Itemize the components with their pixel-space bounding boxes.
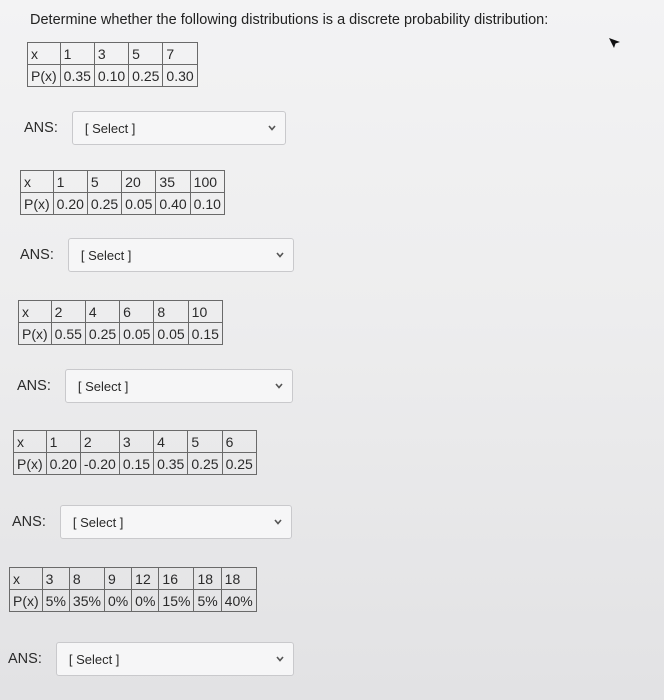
x-value: 3 (94, 43, 128, 65)
chevron-down-icon (274, 381, 284, 391)
answer-select-5[interactable] (56, 642, 294, 676)
select-value: [ Select ] (84, 120, 136, 136)
px-row (19, 323, 223, 345)
px-value: 0.05 (154, 323, 188, 345)
px-value: 0.40 (156, 193, 190, 215)
distribution-table-2 (20, 170, 225, 215)
x-value: 6 (120, 301, 154, 323)
x-row (21, 171, 225, 193)
x-header: x (14, 431, 47, 453)
px-header: P(x) (14, 453, 47, 475)
x-value: 16 (159, 568, 194, 590)
distribution-table-4 (13, 430, 257, 475)
x-row (28, 43, 198, 65)
x-value: 5 (188, 431, 222, 453)
distribution-table-5 (9, 567, 257, 612)
answer-select-2[interactable] (68, 238, 294, 272)
answer-row-3 (17, 369, 293, 403)
px-value: 0.20 (53, 193, 87, 215)
select-value: [ Select ] (68, 651, 120, 667)
question-title: Determine whether the following distributions is a discrete probability distribution: (30, 12, 549, 28)
answer-row-2 (20, 238, 294, 272)
x-value: 1 (53, 171, 87, 193)
px-value: -0.20 (80, 453, 119, 475)
px-value: 0.25 (188, 453, 222, 475)
px-value: 5% (42, 590, 69, 612)
x-value: 5 (87, 171, 121, 193)
ans-label: ANS: (20, 247, 54, 263)
select-value: [ Select ] (72, 514, 124, 530)
ans-label: ANS: (8, 651, 42, 667)
x-value: 8 (154, 301, 188, 323)
select-value: [ Select ] (80, 247, 132, 263)
ans-label: ANS: (12, 514, 46, 530)
px-value: 0.35 (154, 453, 188, 475)
px-header: P(x) (19, 323, 52, 345)
x-value: 6 (222, 431, 256, 453)
x-row (10, 568, 257, 590)
x-value: 2 (80, 431, 119, 453)
x-value: 1 (46, 431, 80, 453)
px-value: 0.25 (129, 65, 163, 87)
select-value: [ Select ] (77, 378, 129, 394)
px-value: 0.55 (51, 323, 85, 345)
x-header: x (19, 301, 52, 323)
x-value: 3 (42, 568, 69, 590)
px-value: 35% (69, 590, 104, 612)
px-header: P(x) (10, 590, 43, 612)
answer-select-1[interactable] (72, 111, 286, 145)
px-row (10, 590, 257, 612)
answer-row-5 (8, 642, 294, 676)
answer-select-3[interactable] (65, 369, 293, 403)
x-value: 12 (132, 568, 159, 590)
px-row (14, 453, 257, 475)
answer-row-4 (12, 505, 292, 539)
distribution-table-1 (27, 42, 198, 87)
x-value: 1 (60, 43, 94, 65)
x-value: 100 (190, 171, 224, 193)
chevron-down-icon (275, 250, 285, 260)
mouse-pointer-icon (608, 37, 622, 51)
x-row (19, 301, 223, 323)
px-header: P(x) (28, 65, 61, 87)
x-value: 7 (163, 43, 197, 65)
answer-select-4[interactable] (60, 505, 292, 539)
x-value: 4 (85, 301, 119, 323)
px-value: 5% (194, 590, 221, 612)
x-value: 18 (194, 568, 221, 590)
px-value: 0.15 (188, 323, 222, 345)
px-row (21, 193, 225, 215)
px-value: 15% (159, 590, 194, 612)
x-value: 3 (119, 431, 153, 453)
px-value: 0.35 (60, 65, 94, 87)
x-value: 8 (69, 568, 104, 590)
px-value: 0.05 (122, 193, 156, 215)
px-value: 0.25 (87, 193, 121, 215)
px-value: 0.25 (85, 323, 119, 345)
x-value: 5 (129, 43, 163, 65)
px-value: 0.20 (46, 453, 80, 475)
px-value: 0% (132, 590, 159, 612)
x-row (14, 431, 257, 453)
x-value: 20 (122, 171, 156, 193)
px-value: 0.25 (222, 453, 256, 475)
answer-row-1 (24, 111, 286, 145)
ans-label: ANS: (24, 120, 58, 136)
chevron-down-icon (275, 654, 285, 664)
ans-label: ANS: (17, 378, 51, 394)
px-header: P(x) (21, 193, 54, 215)
px-row (28, 65, 198, 87)
px-value: 0.10 (190, 193, 224, 215)
px-value: 40% (221, 590, 256, 612)
x-header: x (28, 43, 61, 65)
px-value: 0.05 (120, 323, 154, 345)
px-value: 0% (104, 590, 131, 612)
chevron-down-icon (273, 517, 283, 527)
x-value: 18 (221, 568, 256, 590)
x-value: 9 (104, 568, 131, 590)
px-value: 0.30 (163, 65, 197, 87)
px-value: 0.15 (119, 453, 153, 475)
x-value: 2 (51, 301, 85, 323)
distribution-table-3 (18, 300, 223, 345)
x-header: x (10, 568, 43, 590)
x-value: 10 (188, 301, 222, 323)
x-value: 35 (156, 171, 190, 193)
px-value: 0.10 (94, 65, 128, 87)
x-value: 4 (154, 431, 188, 453)
x-header: x (21, 171, 54, 193)
chevron-down-icon (267, 123, 277, 133)
